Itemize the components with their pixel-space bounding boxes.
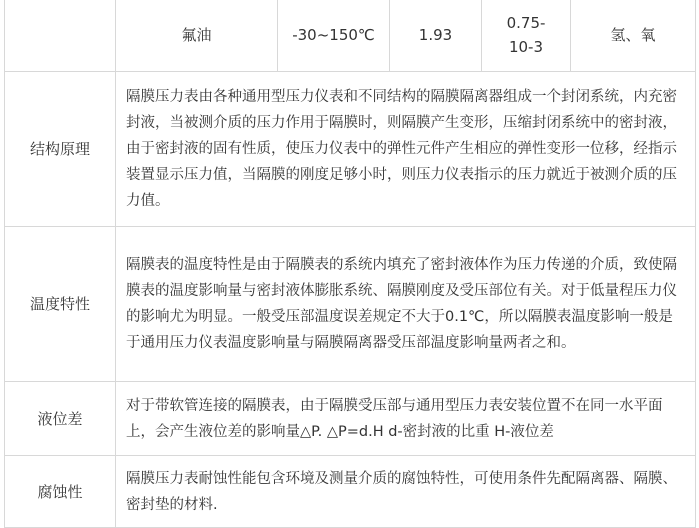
value-cell: 1.93 xyxy=(390,0,482,72)
coefficient-line-1: 0.75- xyxy=(506,14,546,32)
table-row-corrosion xyxy=(5,456,696,528)
table-row-fluid xyxy=(5,0,696,72)
row-text-structure: 隔膜压力表由各种通用型压力仪表和不同结构的隔膜隔离器组成一个封闭系统，内充密封液，当被测介质的压力作用于隔膜时，则隔膜产生变形，压缩封闭系统中的密封液，由于密封液的固有性质，使压力仪表中的弹性元件产生相应的弹性变形一位移，经指示装置显示压力值，当隔膜的刚度足够小时，则压力仪表指示的压力就近于被测介质的压力值。 xyxy=(116,72,696,227)
row-label-corrosion: 腐蚀性 xyxy=(5,456,116,528)
table-row-temperature xyxy=(5,227,696,382)
coefficient-line-2: 10-3 xyxy=(508,38,544,56)
row-text-corrosion: 隔膜压力表耐蚀性能包含环境及测量介质的腐蚀特性，可使用条件先配隔离器、隔膜、密封垫的材料. xyxy=(116,456,696,528)
row-text-level: 对于带软管连接的隔膜表，由于隔膜受压部与通用型压力表安装位置不在同一水平面上，会产生液位差的影响量△P. △P=d.H d-密封液的比重 H-液位差 xyxy=(116,382,696,456)
row-label-level: 液位差 xyxy=(5,382,116,456)
row-label-temperature: 温度特性 xyxy=(5,227,116,382)
spec-table xyxy=(4,0,696,528)
table-row-level xyxy=(5,382,696,456)
table-row-structure xyxy=(5,72,696,227)
empty-cell xyxy=(5,0,116,72)
temperature-range-cell: -30~150℃ xyxy=(278,0,390,72)
gases-cell: 氢、氧 xyxy=(571,0,696,72)
row-text-temperature: 隔膜表的温度特性是由于隔膜表的系统内填充了密封液体作为压力传递的介质，致使隔膜表的温度影响量与密封液体膨胀系统、隔膜刚度及受压部位有关。对于低量程压力仪的影响尤为明显。一般受压部温度误差规定不大于0.1℃，所以隔膜表温度影响一般是于通用压力仪表温度影响量与隔膜隔离器受压部温度影响量两者之和。 xyxy=(116,227,696,382)
coefficient-cell xyxy=(482,0,571,72)
medium-cell: 氟油 xyxy=(116,0,278,72)
row-label-structure: 结构原理 xyxy=(5,72,116,227)
